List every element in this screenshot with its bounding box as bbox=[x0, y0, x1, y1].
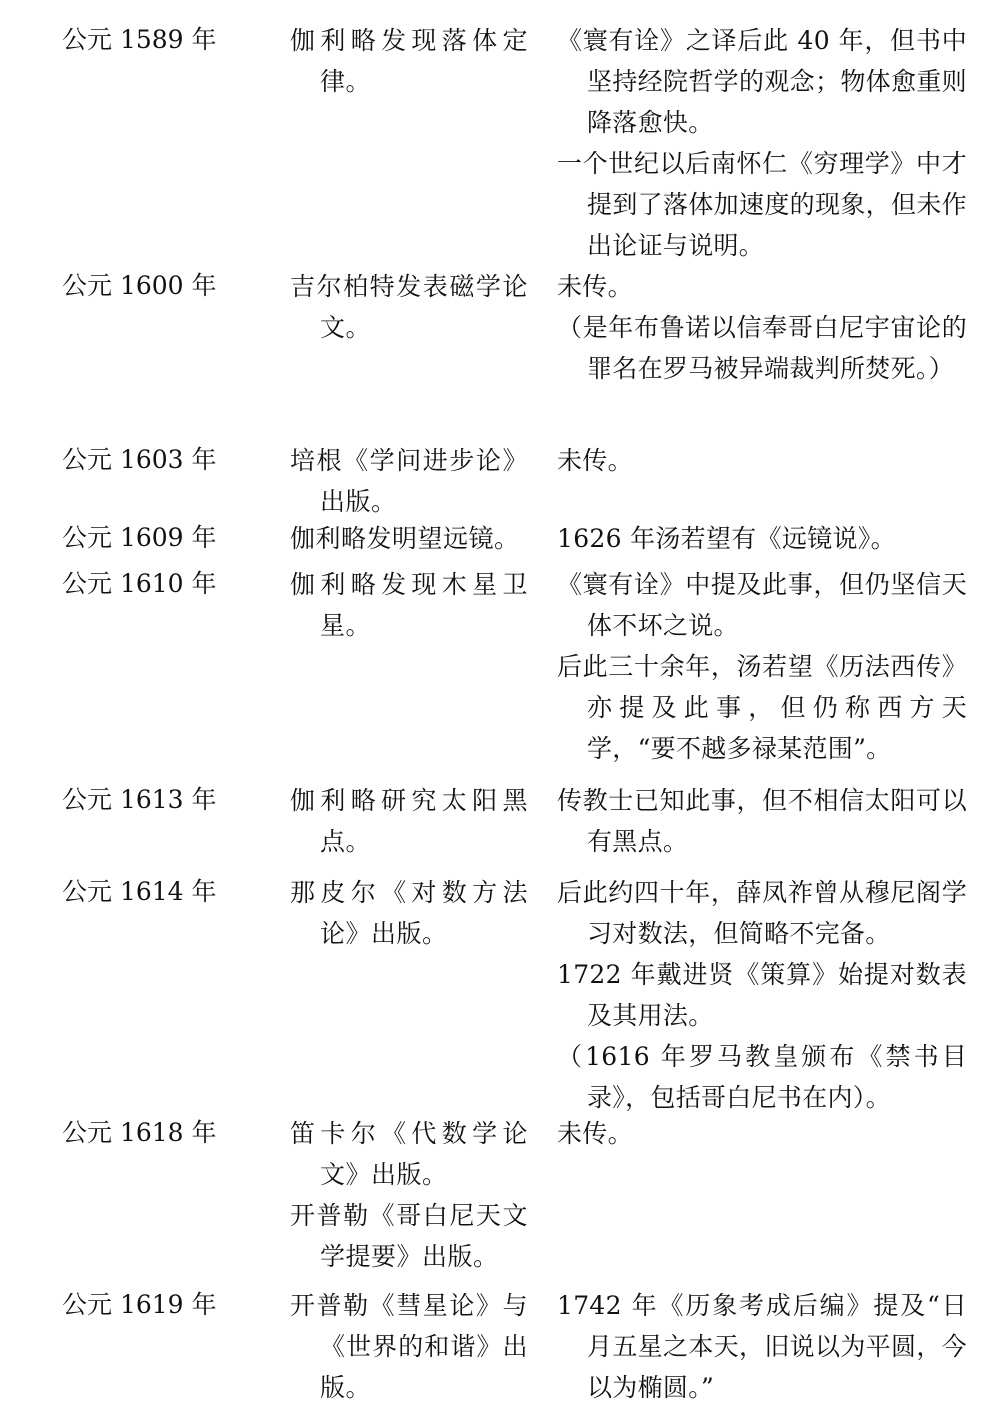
row-events bbox=[290, 1285, 528, 1408]
note-text: 《寰有诠》中提及此事，但仍坚信天体不坏之说。 bbox=[557, 570, 967, 640]
event-text: 伽利略发明望远镜。 bbox=[290, 524, 520, 553]
event-text: 笛卡尔《代数学论文》出版。 bbox=[290, 1119, 528, 1189]
note-text: 未传。 bbox=[557, 272, 633, 301]
note-text: （1616 年罗马教皇颁布《禁书目录》，包括哥白尼书在内）。 bbox=[557, 1042, 967, 1112]
note-text: 未传。 bbox=[557, 446, 633, 475]
note-text: 一个世纪以后南怀仁《穷理学》中才提到了落体加速度的现象，但未作出论证与说明。 bbox=[557, 149, 967, 260]
note-text: 后此三十余年，汤若望《历法西传》亦提及此事，但仍称西方天学，“要不越多禄某范围”。 bbox=[557, 652, 967, 763]
row-year: 公元 1603 年 bbox=[62, 445, 217, 474]
event-text: 伽利略发现木星卫星。 bbox=[290, 570, 528, 640]
row-events bbox=[290, 266, 528, 348]
row-notes bbox=[557, 564, 967, 769]
event-text: 伽利略研究太阳黑点。 bbox=[290, 786, 528, 856]
row-events bbox=[290, 518, 528, 559]
row-events bbox=[290, 20, 528, 102]
row-notes bbox=[557, 1113, 967, 1154]
note-text: 后此约四十年，薛凤祚曾从穆尼阁学习对数法，但简略不完备。 bbox=[557, 878, 967, 948]
row-events bbox=[290, 1113, 528, 1277]
event-text: 培根《学问进步论》出版。 bbox=[290, 446, 528, 516]
row-notes bbox=[557, 440, 967, 481]
row-year: 公元 1613 年 bbox=[62, 785, 217, 814]
row-year: 公元 1589 年 bbox=[62, 25, 217, 54]
note-text: （是年布鲁诺以信奉哥白尼宇宙论的罪名在罗马被异端裁判所焚死。） bbox=[557, 313, 967, 383]
row-notes bbox=[557, 872, 967, 1118]
row-events bbox=[290, 564, 528, 646]
row-events bbox=[290, 872, 528, 954]
row-year: 公元 1614 年 bbox=[62, 877, 217, 906]
note-text: 传教士已知此事，但不相信太阳可以有黑点。 bbox=[557, 786, 967, 856]
note-text: 未传。 bbox=[557, 1119, 633, 1148]
row-year: 公元 1610 年 bbox=[62, 569, 217, 598]
row-year: 公元 1609 年 bbox=[62, 523, 217, 552]
note-text: 1742 年《历象考成后编》提及“日月五星之本天，旧说以为平圆，今以为椭圆。” bbox=[557, 1291, 967, 1402]
event-text: 吉尔柏特发表磁学论文。 bbox=[290, 272, 528, 342]
row-notes bbox=[557, 518, 967, 559]
row-events bbox=[290, 440, 528, 522]
note-text: 《寰有诠》之译后此 40 年，但书中坚持经院哲学的观念；物体愈重则降落愈快。 bbox=[557, 26, 967, 137]
row-notes bbox=[557, 1285, 967, 1408]
event-text: 伽利略发现落体定律。 bbox=[290, 26, 528, 96]
row-notes bbox=[557, 266, 967, 389]
note-text: 1626 年汤若望有《远镜说》。 bbox=[557, 524, 896, 553]
event-text: 开普勒《哥白尼天文学提要》出版。 bbox=[290, 1201, 528, 1271]
event-text: 开普勒《彗星论》与《世界的和谐》出版。 bbox=[290, 1291, 528, 1402]
row-events bbox=[290, 780, 528, 862]
note-text: 1722 年戴进贤《策算》始提对数表及其用法。 bbox=[557, 960, 967, 1030]
row-year: 公元 1618 年 bbox=[62, 1118, 217, 1147]
row-year: 公元 1619 年 bbox=[62, 1290, 217, 1319]
row-notes bbox=[557, 20, 967, 266]
event-text: 那皮尔《对数方法论》出版。 bbox=[290, 878, 528, 948]
row-notes bbox=[557, 780, 967, 862]
row-year: 公元 1600 年 bbox=[62, 271, 217, 300]
